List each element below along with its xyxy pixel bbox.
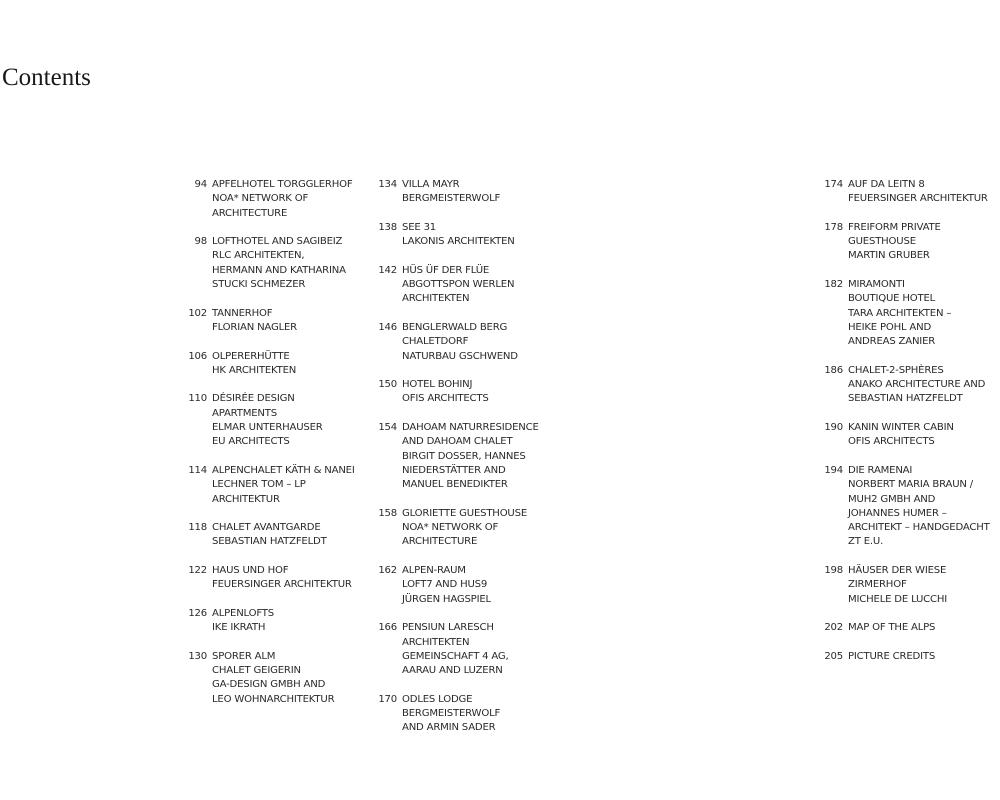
entry-title: KANIN WINTER CABIN: [848, 422, 954, 434]
entry-line: LEO WOHNARCHITEKTUR: [212, 693, 335, 705]
toc-entry-head: [370, 693, 539, 707]
page-number: 154: [378, 422, 397, 434]
entry-line: CHALETDORF: [402, 336, 469, 348]
toc-entry: [816, 221, 990, 264]
entry-title: HÄUSER DER WIESE: [848, 565, 947, 577]
entry-line: NIEDERSTÄTTER AND: [402, 464, 506, 476]
entry-title: ALPENLOFTS: [212, 607, 274, 619]
toc-entry: [816, 421, 990, 450]
page-number: 186: [824, 364, 843, 376]
toc-entry: [370, 378, 539, 407]
toc-entry-head: [180, 350, 355, 364]
toc-entry: [370, 507, 539, 550]
entry-line: ANDREAS ZANIER: [848, 336, 936, 348]
entry-line: APARTMENTS: [212, 407, 277, 419]
entry-title: CHALET AVANTGARDE: [212, 522, 321, 534]
entry-line: ELMAR UNTERHAUSER: [212, 422, 323, 434]
entry-line: MANUEL BENEDIKTER: [402, 479, 508, 491]
entry-line: GEMEINSCHAFT 4 AG,: [402, 650, 509, 662]
page-number: 182: [824, 279, 843, 291]
toc-entry-head: [816, 364, 990, 378]
entry-line: NORBERT MARIA BRAUN /: [848, 479, 973, 491]
page-number: 98: [194, 236, 207, 248]
page-number: 130: [188, 650, 207, 662]
toc-entry: [816, 621, 990, 635]
page-number: 162: [378, 565, 397, 577]
page-number: 134: [378, 179, 397, 190]
page-number: 102: [188, 307, 207, 319]
entry-title: DIE RAMENAI: [848, 464, 913, 476]
toc-entry: [180, 392, 355, 449]
toc-entry-head: [180, 464, 355, 478]
entry-title: ALPENCHALET KÄTH & NANEI: [212, 464, 355, 476]
entry-line: SEBASTIAN HATZFELDT: [848, 393, 963, 405]
toc-entry-head: [816, 621, 990, 635]
entry-title: HAUS UND HOF: [212, 565, 289, 577]
entry-line: ARCHITEKTUR: [212, 493, 280, 505]
toc-entry-head: [816, 650, 990, 664]
entry-line: LECHNER TOM – LP: [212, 479, 306, 491]
page-number: 94: [194, 179, 207, 190]
toc-entry-head: [180, 650, 355, 664]
entry-line: BOUTIQUE HOTEL: [848, 293, 936, 305]
entry-title: ALPEN-RAUM: [402, 565, 466, 577]
toc-entry-head: [370, 621, 539, 635]
toc-entry-head: [816, 464, 990, 478]
entry-line: OFIS ARCHITECTS: [848, 436, 935, 448]
entry-line: ZT E.U.: [848, 536, 884, 548]
entry-line: ARCHITECTURE: [402, 536, 478, 548]
toc-entry: [180, 464, 355, 507]
toc-entry-head: [180, 521, 355, 535]
entry-title: HÜS ÜF DER FLÜE: [402, 264, 490, 276]
entry-line: ARCHITEKT – HANDGEDACHT: [848, 522, 990, 534]
toc-entry-head: [370, 507, 539, 521]
entry-title: OLPERERHÜTTE: [212, 350, 290, 362]
entry-line: MUH2 GMBH AND: [848, 493, 936, 505]
entry-title: PICTURE CREDITS: [848, 650, 936, 662]
toc-entry-head: [370, 178, 539, 192]
entry-line: FEUERSINGER ARCHITEKTUR: [848, 193, 988, 205]
toc-entry-head: [370, 221, 539, 235]
page-number: 166: [378, 622, 397, 634]
toc-entry-head: [180, 564, 355, 578]
entry-line: JÜRGEN HAGSPIEL: [402, 593, 491, 605]
entry-title: FREIFORM PRIVATE: [848, 221, 941, 233]
entry-line: ARCHITEKTEN: [402, 636, 470, 648]
entry-line: ZIRMERHOF: [848, 579, 907, 591]
entry-line: HK ARCHITEKTEN: [212, 364, 297, 376]
entry-line: GA-DESIGN GMBH AND: [212, 679, 326, 691]
page-number: 174: [824, 179, 843, 190]
toc-entry: [816, 464, 990, 550]
page-number: 150: [378, 379, 397, 391]
toc-entry-head: [370, 564, 539, 578]
toc-entry: [370, 178, 539, 207]
entry-title: AUF DA LEITN 8: [848, 179, 925, 190]
toc-entry-head: [816, 278, 990, 292]
toc-entry: [370, 221, 539, 250]
entry-title: DAHOAM NATURRESIDENCE: [402, 422, 539, 434]
entry-title: TANNERHOF: [212, 307, 273, 319]
toc-column-1: [180, 178, 355, 721]
toc-column-3: [816, 178, 990, 678]
page-number: 122: [188, 565, 207, 577]
entry-line: ABGOTTSPON WERLEN: [402, 279, 515, 291]
entry-line: MARTIN GRUBER: [848, 250, 930, 262]
entry-line: GUESTHOUSE: [848, 236, 916, 248]
entry-line: CHALET GEIGERIN: [212, 665, 301, 677]
toc-entry-head: [816, 421, 990, 435]
entry-line: ARCHITEKTEN: [402, 293, 470, 305]
page-number: 178: [824, 221, 843, 233]
page-number: 190: [824, 422, 843, 434]
entry-title: VILLA MAYR: [402, 179, 460, 190]
entry-line: FEUERSINGER ARCHITEKTUR: [212, 579, 352, 591]
page-title: Contents: [2, 64, 91, 91]
toc-entry: [816, 278, 990, 349]
entry-line: NATURBAU GSCHWEND: [402, 350, 518, 362]
toc-entry-head: [816, 221, 990, 235]
entry-line: BERGMEISTERWOLF: [402, 193, 501, 205]
entry-line: HERMANN AND KATHARINA: [212, 264, 346, 276]
toc-entry: [180, 350, 355, 379]
toc-entry-head: [370, 421, 539, 435]
toc-entry: [180, 650, 355, 707]
toc-entry-head: [180, 392, 355, 406]
toc-entry: [180, 235, 355, 292]
entry-title: HOTEL BOHINJ: [402, 379, 473, 391]
entry-line: NOA* NETWORK OF: [212, 193, 309, 205]
entry-title: SEE 31: [402, 221, 437, 233]
page-number: 106: [188, 350, 207, 362]
toc-entry: [816, 650, 990, 664]
page-number: 205: [824, 650, 843, 662]
toc-entry-head: [180, 178, 355, 192]
entry-line: HEIKE POHL AND: [848, 321, 932, 333]
page-number: 170: [378, 693, 397, 705]
entry-line: IKE IKRATH: [212, 622, 266, 634]
toc-column-2: [370, 178, 539, 750]
toc-entry: [180, 607, 355, 636]
page-number: 126: [188, 607, 207, 619]
toc-entry: [180, 521, 355, 550]
toc-entry-head: [370, 378, 539, 392]
page-number: 110: [188, 393, 207, 405]
toc-entry: [816, 364, 990, 407]
entry-line: OFIS ARCHITECTS: [402, 393, 489, 405]
page-number: 194: [824, 464, 843, 476]
entry-line: ARCHITECTURE: [212, 207, 288, 219]
toc-entry-head: [370, 264, 539, 278]
entry-title: SPORER ALM: [212, 650, 276, 662]
page-number: 138: [378, 221, 397, 233]
entry-line: JOHANNES HUMER –: [848, 507, 947, 519]
toc-entry: [370, 264, 539, 307]
entry-title: PENSIUN LARESCH: [402, 622, 494, 634]
page-number: 202: [824, 622, 843, 634]
entry-line: BIRGIT DOSSER, HANNES: [402, 450, 526, 462]
toc-entry: [180, 307, 355, 336]
entry-line: BERGMEISTERWOLF: [402, 707, 501, 719]
toc-entry: [180, 564, 355, 593]
entry-title: CHALET-2-SPHÈRES: [848, 364, 944, 376]
entry-line: SEBASTIAN HATZFELDT: [212, 536, 327, 548]
entry-title: MAP OF THE ALPS: [848, 622, 936, 634]
toc-entry: [816, 178, 990, 207]
entry-line: TARA ARCHITEKTEN –: [848, 307, 952, 319]
entry-title: GLORIETTE GUESTHOUSE: [402, 507, 528, 519]
entry-line: LAKONIS ARCHITEKTEN: [402, 236, 515, 248]
entry-title: LOFTHOTEL AND SAGIBEIZ: [212, 236, 343, 248]
page-number: 198: [824, 565, 843, 577]
toc-entry-head: [370, 321, 539, 335]
entry-line: AND DAHOAM CHALET: [402, 436, 513, 448]
entry-title: MIRAMONTI: [848, 279, 905, 291]
entry-line: AND ARMIN SADER: [402, 722, 496, 734]
toc-entry-head: [816, 564, 990, 578]
entry-line: EU ARCHITECTS: [212, 436, 290, 448]
page-number: 118: [188, 522, 207, 534]
entry-line: RLC ARCHITEKTEN,: [212, 250, 305, 262]
toc-entry: [370, 621, 539, 678]
entry-line: STUCKI SCHMEZER: [212, 279, 306, 291]
toc-entry-head: [180, 607, 355, 621]
entry-line: MICHELE DE LUCCHI: [848, 593, 948, 605]
toc-entry-head: [816, 178, 990, 192]
entry-line: ANAKO ARCHITECTURE AND: [848, 379, 986, 391]
page-number: 142: [378, 264, 397, 276]
entry-title: BENGLERWALD BERG: [402, 321, 508, 333]
toc-entry-head: [180, 235, 355, 249]
page-number: 114: [188, 464, 207, 476]
toc-entry: [370, 421, 539, 492]
page-number: 158: [378, 507, 397, 519]
entry-line: LOFT7 AND HUS9: [402, 579, 488, 591]
entry-line: AARAU AND LUZERN: [402, 665, 503, 677]
toc-entry: [370, 564, 539, 607]
entry-title: DÉSIRÉE DESIGN: [212, 393, 295, 405]
entry-line: NOA* NETWORK OF: [402, 522, 499, 534]
toc-entry: [816, 564, 990, 607]
toc-entry: [180, 178, 355, 221]
toc-entry: [370, 693, 539, 736]
toc-entry: [370, 321, 539, 364]
entry-line: FLORIAN NAGLER: [212, 321, 297, 333]
page-number: 146: [378, 321, 397, 333]
entry-title: ODLES LODGE: [402, 693, 473, 705]
entry-title: APFELHOTEL TORGGLERHOF: [212, 179, 353, 190]
toc-entry-head: [180, 307, 355, 321]
